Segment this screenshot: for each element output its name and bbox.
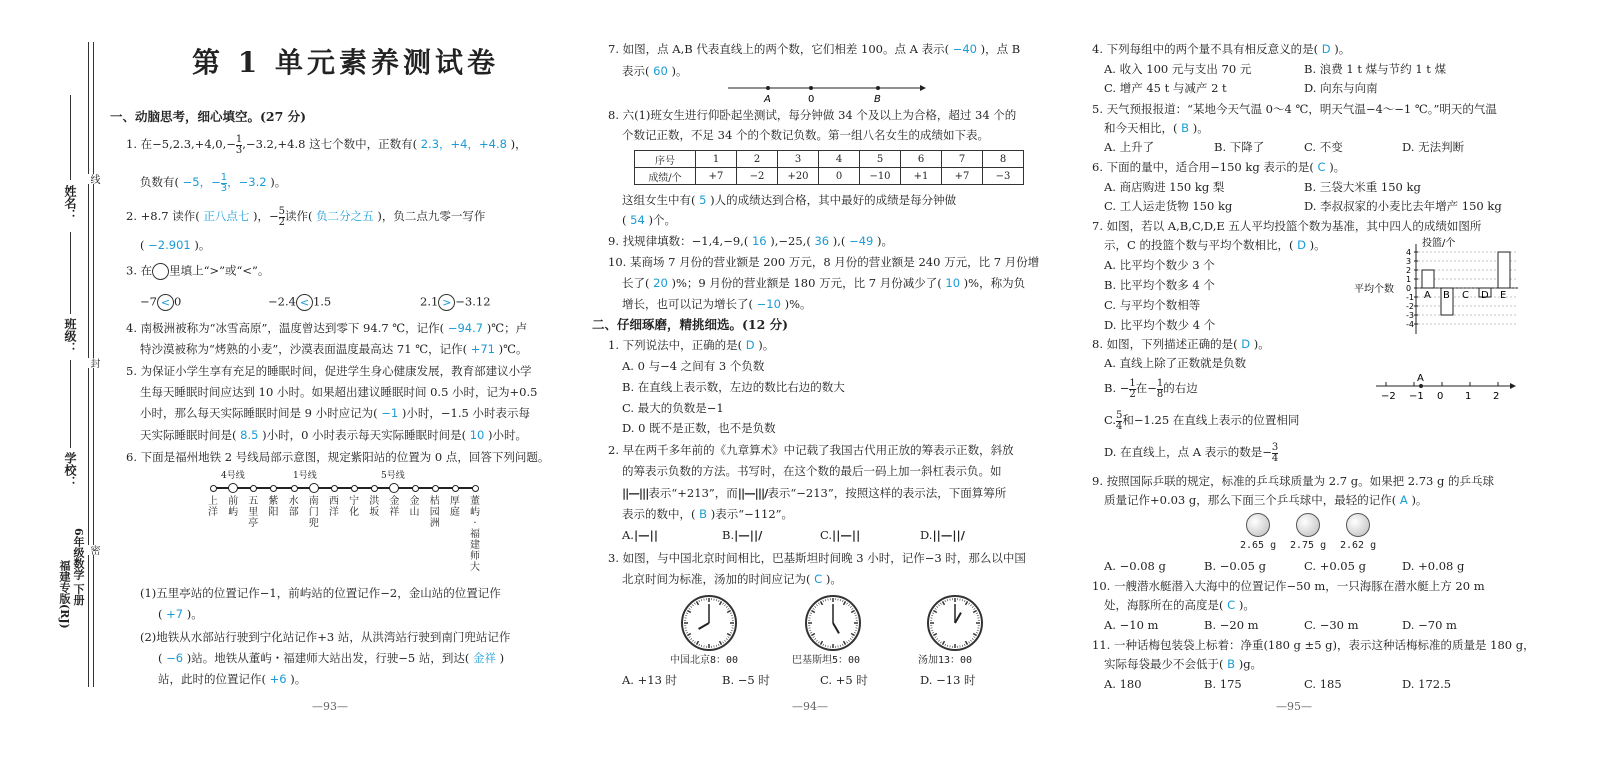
choice-5-line1: 5. 天气预报报道：“某地今天气温 0～4 ℃，明天气温−4～−1 ℃。”明天的气温 — [1092, 102, 1497, 116]
choice-2-line4: 表示的数中，( B )表示“−112”。 — [622, 507, 794, 521]
bar-letter: D — [1481, 290, 1489, 301]
choice-2-opt-c: C.||—|| — [820, 528, 861, 542]
axis-tick-label: 0 — [1437, 391, 1444, 402]
station-dot — [210, 485, 217, 492]
station-label: 洪坂 — [369, 496, 380, 518]
point-a — [1419, 384, 1423, 388]
choice-8-opt-c: C. $\frac{5}{4}$ 和−1.25 在直线上表示的位置相同 — [1104, 409, 1300, 432]
table-header-cell: 7 — [942, 151, 983, 168]
station-dot — [250, 485, 257, 492]
question-8-line3: 这组女生中有( 5 )人的成绩达到合格，其中最好的成绩是每分钟做 — [622, 193, 957, 207]
ball-weight-label: 2.75 g — [1290, 540, 1327, 551]
choice-3-line1: 3. 如图，与中国北京时间相比，巴基斯坦时间晚 3 小时，记作−3 时，那么以中国 — [608, 551, 1026, 565]
question-6-2-line3: 站，此时的位置记作( +6 )。 — [158, 672, 307, 686]
station-label: 厚庭 — [449, 496, 460, 518]
choice-5-opt-a: A. 上升了 — [1104, 140, 1155, 154]
question-4-line1: 4. 南极洲被称为“冰雪高原”，温度曾达到零下 94.7 ℃，记作( −94.7 )℃；卢 — [126, 321, 528, 335]
right-page — [1090, 0, 1550, 772]
table-header-cell: 5 — [860, 151, 901, 168]
choice-6: 6. 下面的量中，适合用−150 kg 表示的是( C )。 — [1092, 160, 1346, 174]
seal-mark: 封 — [88, 358, 99, 368]
choice-4-opt-c: C. 增产 45 t 与减产 2 t — [1104, 81, 1227, 95]
tick-label: -1 — [1406, 293, 1414, 302]
choice-2-line1: 2. 早在两千多年前的《九章算术》中记载了我国古代用正放的筹表示正数，斜放 — [608, 443, 1014, 457]
question-10-line3: 增长，也可以记为增长了( −10 )%。 — [622, 297, 812, 311]
section-2-heading: 二、仔细琢磨，精挑细选。(12 分) — [592, 317, 789, 332]
table-header-cell: 6 — [901, 151, 942, 168]
choice-8: 8. 如图，下列描述正确的是( D )。 — [1092, 337, 1270, 351]
question-9: 9. 找规律填数：−1,4,−9,( 16 ),−25,( 36 ),( −49 )。 — [608, 234, 894, 248]
clock-icon — [680, 594, 738, 652]
choice-7-opt-d: D. 比平均个数少 4 个 — [1104, 318, 1216, 332]
table-cell: +7 — [696, 168, 737, 185]
name-label: 姓名： — [63, 185, 77, 221]
choice-8-opt-a: A. 直线上除了正数就是负数 — [1104, 356, 1247, 370]
station-dot — [432, 485, 439, 492]
station-dot — [331, 485, 338, 492]
choice-4-opt-b: B. 浪费 1 t 煤与节约 1 t 煤 — [1304, 62, 1447, 76]
table-cell: −3 — [983, 168, 1024, 185]
table-header-cell: 1 — [696, 151, 737, 168]
choice-6-opt-a: A. 商店购进 150 kg 梨 — [1104, 180, 1225, 194]
class-blank — [70, 232, 71, 314]
number-line-q7 — [728, 80, 928, 106]
choice-10-opt-d: D. −70 m — [1402, 618, 1457, 632]
question-6: 6. 下面是福州地铁 2 号线局部示意图，规定紫阳站的位置为 0 点，回答下列问题。 — [126, 450, 550, 464]
choice-11-opt-a: A. 180 — [1104, 677, 1142, 691]
clock-icon — [926, 594, 984, 652]
section-1-heading: 一、动脑思考，细心填空。(27 分) — [110, 109, 307, 124]
page-number: —94— — [792, 700, 828, 713]
station-label: 董屿·福建师大 — [470, 496, 480, 573]
question-7-line1: 7. 如图，点 A,B 代表直线上的两个数，它们相差 100。点 A 表示( −40 )，点 B — [608, 42, 1021, 56]
choice-5-opt-d: D. 无法判断 — [1402, 140, 1465, 154]
choice-6-opt-d: D. 李叔叔家的小麦比去年增产 150 kg — [1304, 199, 1502, 213]
question-4-line2: 特沙漠被称为“烤熟的小麦”，沙漠表面温度最高达 71 ℃，记作( +71 )℃。 — [140, 342, 528, 356]
choice-5-opt-b: B. 下降了 — [1214, 140, 1265, 154]
q3-item-1: −7 < 0 — [140, 294, 182, 309]
table-cell: +7 — [942, 168, 983, 185]
clock-caption-2: 巴基斯坦5：00 — [792, 655, 861, 666]
page-title: 第 1 单元素养测试卷 — [192, 46, 499, 79]
station-label: 五里亭 — [248, 496, 259, 529]
tick-label: 0 — [1406, 284, 1412, 293]
choice-10-opt-c: C. −30 m — [1304, 618, 1359, 632]
station-dot — [472, 485, 479, 492]
label-b: B — [874, 94, 881, 105]
question-5-line3: 小时，那么每天实际睡眠时间是 9 小时应记为( −1 )小时，−1.5 小时表示每 — [140, 406, 530, 420]
question-10-line1: 10. 某商场 7 月份的营业额是 200 万元，8 月份的营业额是 240 万元，比 7 月份增 — [608, 255, 1040, 269]
choice-6-opt-c: C. 工人运走货物 150 kg — [1104, 199, 1233, 213]
choice-11-line1: 11. 一种话梅包装袋上标着：净重(180 g ±5 g)，表示这种话梅标准的质量是 180 g， — [1092, 638, 1535, 652]
choice-2-opt-a: A.|—|| — [622, 528, 659, 542]
station-label: 前屿 — [228, 496, 239, 518]
answer: 2.3，+4，+4.8 — [420, 137, 507, 151]
choice-9-line1: 9. 按照国际乒联的规定，标准的乒乓球质量为 2.7 g。如果把 2.73 g 的乒乓球 — [1092, 474, 1495, 488]
clock-icon — [804, 594, 862, 652]
choice-7-line2: 示，C 的投篮个数与平均个数相比，( D )。 — [1104, 238, 1326, 252]
question-5-line4: 天实际睡眠时间是( 8.5 )小时，0 小时表示每天实际睡眠时间是( 10 )小时。 — [140, 428, 528, 442]
choice-4-opt-d: D. 向东与向南 — [1304, 81, 1378, 95]
station-dot — [309, 483, 319, 493]
table-header-cell: 2 — [737, 151, 778, 168]
chart-y-label: 投篮/个 — [1422, 238, 1456, 249]
question-6-1-line1: (1)五里亭站的位置记作−1，前屿站的位置记作−2，金山站的位置记作 — [140, 586, 501, 600]
table-cell: +20 — [778, 168, 819, 185]
choice-10-opt-a: A. −10 m — [1104, 618, 1159, 632]
bar — [1498, 252, 1510, 288]
choice-11-opt-c: C. 185 — [1304, 677, 1342, 691]
choice-1-opt-c: C. 最大的负数是−1 — [622, 401, 724, 415]
choice-1-opt-a: A. 0 与−4 之间有 3 个负数 — [622, 359, 765, 373]
table-header-cell: 序号 — [635, 151, 696, 168]
choice-9-opt-d: D. +0.08 g — [1402, 559, 1465, 573]
name-blank — [70, 95, 71, 180]
choice-3-line2: 北京时间为标准，汤加的时间应记为( C )。 — [622, 572, 842, 586]
tick-label: -3 — [1406, 311, 1414, 320]
question-3: 3. 在 里填上“>”或“<”。 — [126, 263, 269, 280]
choice-8-opt-b: B. − $\frac{1}{2}$ 在− $\frac{1}{8}$ 的右边 — [1104, 377, 1198, 400]
tick-label: 3 — [1406, 257, 1412, 266]
question-7-line2: 表示( 60 )。 — [622, 64, 688, 78]
choice-6-opt-b: B. 三袋大米重 150 kg — [1304, 180, 1421, 194]
question-5-line1: 5. 为保证小学生享有充足的睡眠时间，促进学生身心健康发展，教育部建议小学 — [126, 364, 532, 378]
blank-circle — [152, 263, 169, 280]
choice-10-line2: 处，海豚所在的高度是( C )。 — [1104, 598, 1255, 612]
station-dot — [291, 485, 298, 492]
table-cell: +1 — [901, 168, 942, 185]
station-dot — [228, 483, 238, 493]
question-8-line1: 8. 六(1)班女生进行仰卧起坐测试，每分钟做 34 个及以上为合格，超过 34 个的 — [608, 108, 1017, 122]
metro-line-label: 1号线 — [293, 471, 317, 481]
choice-2-opt-d: D.||—||/ — [920, 528, 965, 542]
axis-tick-label: 2 — [1493, 391, 1500, 402]
point-zero — [809, 86, 813, 90]
station-label: 紫阳 — [268, 496, 279, 518]
choice-4: 4. 下列每组中的两个量不具有相反意义的是( D )。 — [1092, 42, 1351, 56]
table-cell: 成绩/个 — [635, 168, 696, 185]
choice-7-opt-c: C. 与平均个数相等 — [1104, 298, 1201, 312]
ball-weight-label: 2.62 g — [1340, 540, 1377, 551]
choice-8-opt-d: D. 在直线上，点 A 表示的数是− $\frac{3}{4}$ — [1104, 441, 1279, 464]
secret-mark: 密 — [88, 545, 99, 555]
question-2-line1: 2. +8.7 读作( 正八点七 )，− $\frac{5}{2}$ 读作( 负二分之五 )，负二点九零一写作 — [126, 205, 486, 228]
number-line-q8 — [1376, 372, 1516, 402]
page-number: —95— — [1276, 700, 1312, 713]
choice-7-opt-a: A. 比平均个数少 3 个 — [1104, 258, 1215, 272]
ball-weight-label: 2.65 g — [1240, 540, 1277, 551]
grade-label: 6年级数学 下册 — [72, 528, 85, 606]
station-label: 上洋 — [208, 496, 218, 518]
station-dot — [351, 485, 358, 492]
question-5-line2: 生每天睡眠时间应达到 10 小时。如果超出建议睡眠时间 0.5 小时，记为+0.5 — [140, 385, 538, 399]
choice-2-line3: ||—|||表示“+213”，而||—|||/表示“−213”，按照这样的表示法，下面算筹所 — [622, 486, 1007, 500]
station-label: 水部 — [288, 496, 299, 518]
chart-avg-label: 平均个数 — [1354, 284, 1394, 295]
question-10-line2: 长了( 20 )%；9 月份的营业额是 180 万元，比 7 月份减少了( 10 )%，称为负 — [622, 276, 1026, 290]
question-1-line2: 负数有( −5，− $\frac{1}{3}$ ，−3.2 )。 — [140, 171, 287, 194]
question-2-line2: ( −2.901 )。 — [140, 238, 211, 252]
point-a-label: A — [1417, 373, 1424, 384]
choice-3-opt-d: D. −13 时 — [920, 673, 976, 687]
q3-item-3: 2.1 > −3.12 — [420, 294, 491, 309]
bar-letter: A — [1424, 290, 1431, 301]
tick-label: -4 — [1406, 320, 1414, 329]
choice-10-line1: 10. 一艘潜水艇潜入大海中的位置记作−50 m，一只海豚在潜水艇上方 20 m — [1092, 579, 1485, 593]
choice-2-line2: 的筹表示负数的方法。书写时，在这个数的最后一码上加一斜杠表示负。如 — [622, 464, 1002, 478]
question-6-1-line2: ( +7 )。 — [158, 607, 203, 621]
point-a — [766, 86, 770, 90]
table-cell: −10 — [860, 168, 901, 185]
choice-10-opt-b: B. −20 m — [1204, 618, 1259, 632]
left-page — [0, 0, 560, 772]
label-a: A — [764, 94, 771, 105]
class-label: 班级： — [63, 318, 77, 354]
bar-letter: E — [1500, 290, 1507, 301]
bar-letter: B — [1443, 290, 1450, 301]
ping-pong-ball-icon — [1296, 513, 1320, 537]
bar-letter: C — [1462, 290, 1469, 301]
ping-pong-ball-icon — [1346, 513, 1370, 537]
bar — [1422, 270, 1434, 288]
choice-1-opt-d: D. 0 既不是正数，也不是负数 — [622, 421, 776, 435]
choice-3-opt-c: C. +5 时 — [820, 673, 868, 687]
choice-3-opt-b: B. −5 时 — [722, 673, 770, 687]
label-zero: 0 — [808, 94, 815, 105]
choice-1: 1. 下列说法中，正确的是( D )。 — [608, 338, 775, 352]
station-label: 南门兜 — [308, 496, 319, 529]
station-dot — [412, 485, 419, 492]
point-b — [876, 86, 880, 90]
station-label: 金山 — [409, 496, 420, 518]
choice-2-opt-b: B.|—||/ — [722, 528, 763, 542]
choice-11-opt-d: D. 172.5 — [1402, 677, 1452, 691]
choice-7-line1: 7. 如图，若以 A,B,C,D,E 五人平均投篮个数为基准，其中四人的成绩如图所 — [1092, 219, 1482, 233]
q3-item-2: −2.4 < 1.5 — [268, 294, 332, 309]
choice-5-line2: 和今天相比，( B )。 — [1104, 121, 1209, 135]
middle-page — [592, 0, 1050, 772]
question-8-line4: ( 54 )个。 — [622, 213, 676, 227]
ping-pong-ball-icon — [1246, 513, 1270, 537]
book-label: 福建专版(RJ) — [58, 560, 71, 629]
question-8-line2: 个数记正数，不足 34 个的个数记负数。第一组八名女生的成绩如下表。 — [622, 128, 989, 142]
rod-neg-213: ||—|||/ — [737, 486, 768, 500]
station-label: 桔园洲 — [429, 496, 440, 529]
axis-tick-label: 1 — [1465, 391, 1472, 402]
question-6-2-line1: (2)地铁从水部站行驶到宁化站记作+3 站，从洪湾站行驶到南门兜站记作 — [140, 630, 511, 644]
choice-1-opt-b: B. 在直线上表示数，左边的数比右边的数大 — [622, 380, 845, 394]
station-dot — [452, 485, 459, 492]
metro-line-label: 5号线 — [381, 471, 405, 481]
question-6-2-line2: ( −6 )站。地铁从董屿・福建师大站出发，行驶−5 站，到达( 金祥 ) — [158, 651, 505, 665]
metro-map — [205, 468, 485, 573]
choice-4-opt-a: A. 收入 100 元与支出 70 元 — [1104, 62, 1252, 76]
station-label: 宁化 — [349, 496, 360, 518]
table-cell: 0 — [819, 168, 860, 185]
choice-9-opt-b: B. −0.05 g — [1204, 559, 1267, 573]
table-cell: −2 — [737, 168, 778, 185]
choice-5-opt-c: C. 不变 — [1304, 140, 1343, 154]
school-label: 学校： — [63, 452, 77, 488]
station-label: 金祥 — [389, 496, 400, 518]
choice-11-opt-b: B. 175 — [1204, 677, 1242, 691]
choice-7-opt-b: B. 比平均个数多 4 个 — [1104, 278, 1215, 292]
tick-label: 1 — [1406, 275, 1412, 284]
choice-9-opt-a: A. −0.08 g — [1104, 559, 1166, 573]
metro-line-label: 4号线 — [221, 471, 245, 481]
axis-tick-label: −2 — [1381, 391, 1396, 402]
table-header-cell: 4 — [819, 151, 860, 168]
table-header-cell: 3 — [778, 151, 819, 168]
tick-label: -2 — [1406, 302, 1414, 311]
station-dot — [270, 485, 277, 492]
axis-tick-label: −1 — [1409, 391, 1424, 402]
clock-caption-3: 汤加13：00 — [918, 655, 973, 666]
station-label: 西洋 — [328, 496, 339, 518]
question-1-line1: 1. 在−5,2.3,+4,0,− $\frac{1}{3}$ ,−3.2,+4.8 这七个数中，正数有( 2.3，+4，+4.8 )， — [126, 133, 527, 156]
choice-9-opt-c: C. +0.05 g — [1304, 559, 1366, 573]
station-dot — [371, 485, 378, 492]
score-table — [634, 150, 1024, 185]
school-blank — [70, 360, 71, 448]
station-dot — [389, 483, 399, 493]
choice-11-line2: 实际每袋最少不会低于( B )g。 — [1104, 657, 1263, 671]
rod-213: ||—||| — [622, 486, 649, 500]
page-number: —93— — [312, 700, 348, 713]
basketball-chart — [1352, 236, 1522, 336]
tick-label: 4 — [1406, 248, 1412, 257]
tick-label: 2 — [1406, 266, 1412, 275]
choice-9-line2: 质量记作+0.03 g，那么下面三个乒乓球中，最轻的记作( A )。 — [1104, 493, 1428, 507]
line-mark: 线 — [88, 174, 99, 184]
choice-3-opt-a: A. +13 时 — [622, 673, 678, 687]
table-header-cell: 8 — [983, 151, 1024, 168]
clock-caption-1: 中国北京8：00 — [670, 655, 739, 666]
